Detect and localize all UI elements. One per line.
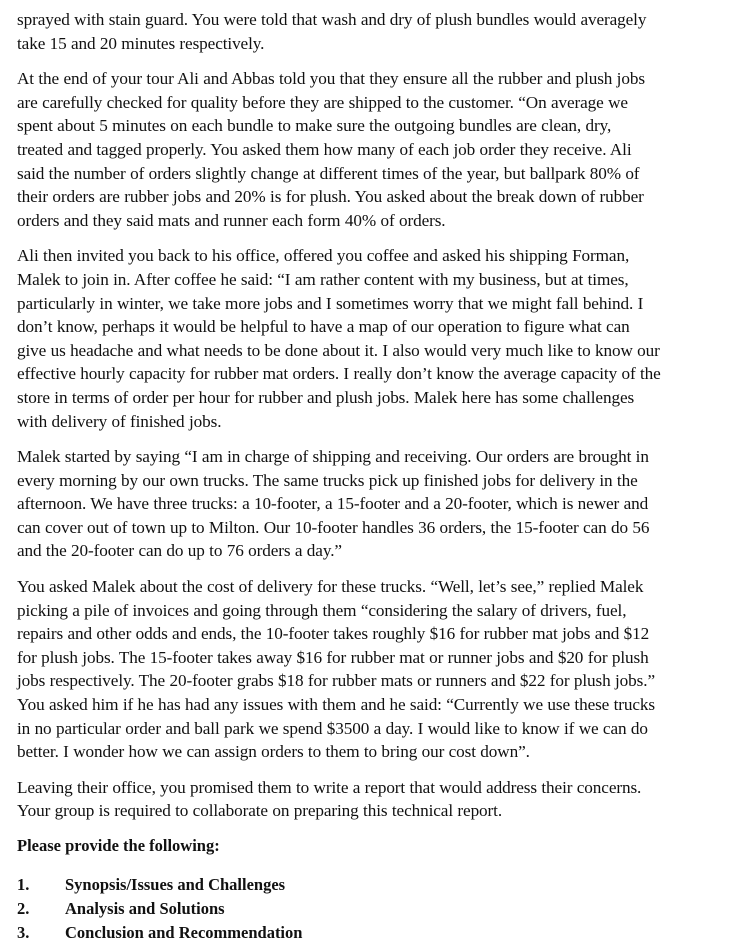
- text-line: sprayed with stain guard. You were told that wash and dry of plush bundles would averagely: [17, 10, 647, 29]
- text-line: give us headache and what needs to be done about it. I also would very much like to know our: [17, 340, 660, 360]
- paragraph-stain-guard: [17, 8, 727, 55]
- text-line: in no particular order and ball park we spend $3500 a day. I would like to know if we can do: [17, 718, 648, 738]
- text-line: jobs respectively. The 20-footer grabs $18 for rubber mats or runners and $22 for plush jobs.”: [17, 671, 655, 691]
- text-line: effective hourly capacity for rubber mat orders. I really don’t know the average capacity of the: [17, 364, 661, 384]
- list-item: [17, 921, 727, 945]
- deliverables-list: [17, 873, 727, 945]
- text-line: repairs and other odds and ends, the 10-footer takes roughly $16 for rubber mat jobs and $12: [17, 624, 650, 644]
- text-line: Leaving their office, you promised them to write a report that would address their concerns.: [17, 777, 642, 797]
- paragraph-report-promise: [17, 776, 727, 823]
- text-line: Malek to join in. After coffee he said: “I am rather content with my business, but at times,: [17, 269, 629, 289]
- text-line: can cover out of town up to Milton. Our 10-footer handles 36 orders, the 15-footer can do 56: [17, 517, 650, 537]
- text-line: with delivery of finished jobs.: [17, 411, 222, 431]
- paragraph-malek-trucks: [17, 445, 727, 563]
- list-label: Conclusion and Recommendation: [65, 923, 303, 942]
- paragraph-ali-office: [17, 244, 727, 433]
- text-line: treated and tagged properly. You asked them how many of each job order they receive. Ali: [17, 139, 632, 159]
- text-line: orders and they said mats and runner each form 40% of orders.: [17, 210, 446, 230]
- paragraph-delivery-cost: [17, 575, 727, 764]
- text-line: take 15 and 20 minutes respectively.: [17, 33, 265, 53]
- list-item: [17, 897, 727, 921]
- text-line: and the 20-footer can do up to 76 orders a day.”: [17, 541, 342, 561]
- section-heading: Please provide the following:: [17, 836, 220, 855]
- paragraph-quality-check: [17, 67, 727, 232]
- list-item: [17, 873, 727, 897]
- list-label: Analysis and Solutions: [65, 899, 225, 918]
- list-label: Synopsis/Issues and Challenges: [65, 875, 286, 894]
- text-line: You asked Malek about the cost of delivery for these trucks. “Well, let’s see,” replied Malek: [17, 577, 644, 597]
- text-line: Ali then invited you back to his office, offered you coffee and asked his shipping Forman,: [17, 246, 630, 266]
- text-line: At the end of your tour Ali and Abbas told you that they ensure all the rubber and plush jobs: [17, 69, 645, 89]
- text-line: for plush jobs. The 15-footer takes away $16 for rubber mat or runner jobs and $20 for plush: [17, 647, 649, 667]
- text-line: particularly in winter, we take more jobs and I sometimes worry that we might fall behind. I: [17, 293, 644, 313]
- text-line: said the number of orders slightly change at different times of the year, but ballpark 80% of: [17, 163, 640, 183]
- text-line: their orders are rubber jobs and 20% is for plush. You asked about the break down of rubber: [17, 187, 644, 207]
- list-number: 2.: [17, 899, 30, 918]
- text-line: Malek started by saying “I am in charge of shipping and receiving. Our orders are brought in: [17, 447, 649, 467]
- text-line: store in terms of order per hour for rubber and plush jobs. Malek here has some challenges: [17, 387, 635, 407]
- text-line: picking a pile of invoices and going through them “considering the salary of drivers, fuel,: [17, 600, 627, 620]
- text-line: don’t know, perhaps it would be helpful to have a map of our operation to figure what can: [17, 317, 630, 337]
- text-line: spent about 5 minutes on each bundle to make sure the outgoing bundles are clean, dry,: [17, 116, 612, 136]
- text-line: every morning by our own trucks. The same trucks pick up finished jobs for delivery in the: [17, 470, 638, 490]
- list-number: 1.: [17, 875, 30, 894]
- text-line: Your group is required to collaborate on preparing this technical report.: [17, 801, 503, 821]
- text-line: You asked him if he has had any issues with them and he said: “Currently we use these trucks: [17, 695, 656, 715]
- text-line: are carefully checked for quality before they are shipped to the customer. “On average we: [17, 92, 628, 112]
- text-line: better. I wonder how we can assign orders to them to bring our cost down”.: [17, 742, 530, 762]
- text-line: afternoon. We have three trucks: a 10-footer, a 15-footer and a 20-footer, which is newer and: [17, 494, 649, 514]
- list-number: 3.: [17, 923, 30, 942]
